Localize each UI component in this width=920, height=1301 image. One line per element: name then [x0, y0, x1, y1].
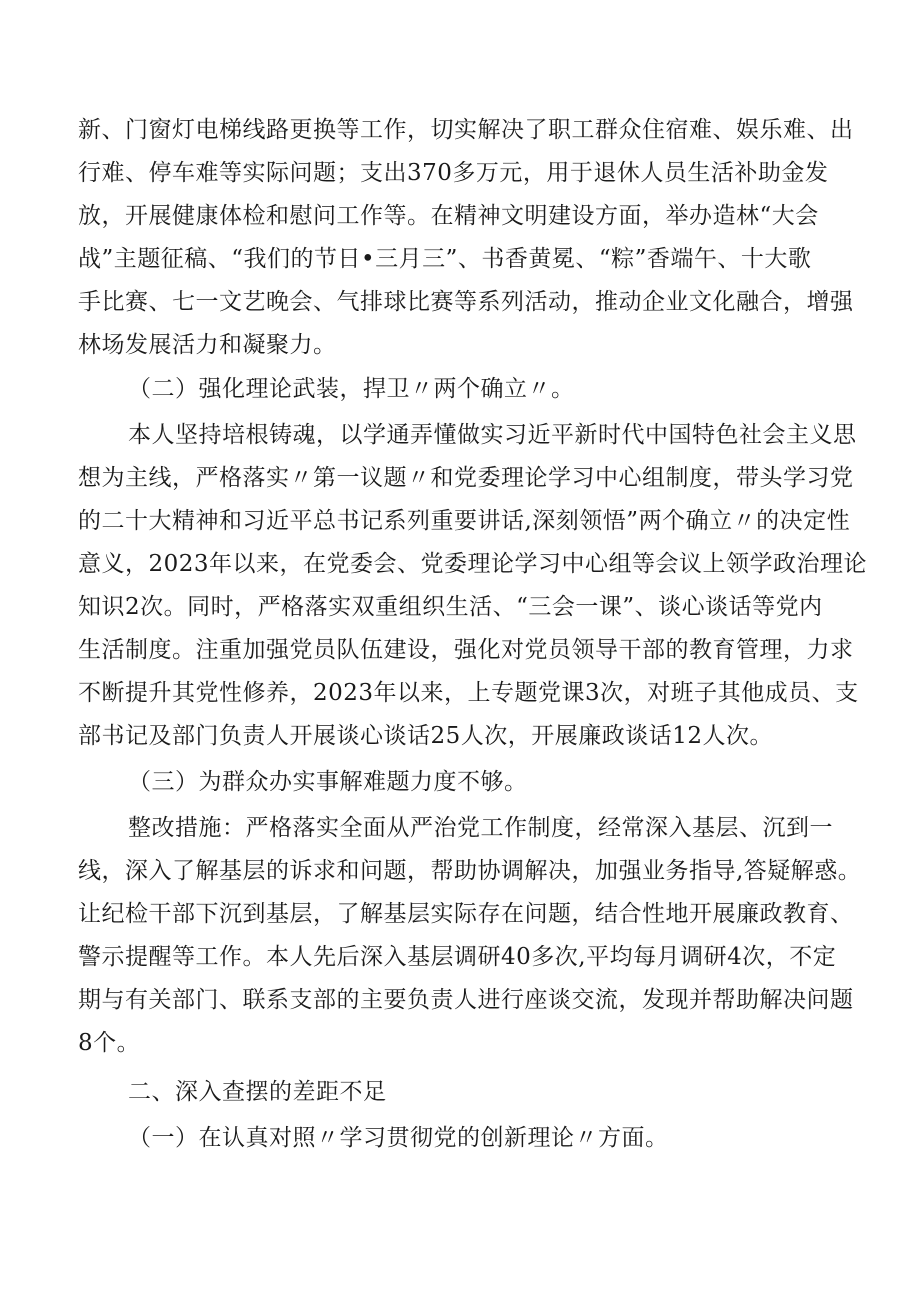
- paragraph-1-line-1: 新、门窗灯电梯线路更换等工作，切实解决了职工群众住宿难、娱乐难、出: [78, 117, 854, 143]
- paragraph-3-line-4: 警示提醒等工作。本人先后深入基层调研40多次,平均每月调研4次，不定: [78, 944, 837, 970]
- section-heading-2: （二）强化理论武装，捍卫〃两个确立〃。: [128, 376, 575, 402]
- paragraph-2-line-4: 意义，2023年以来，在党委会、党委理论学习中心组等会议上领学政治理论: [78, 551, 868, 577]
- paragraph-2-line-3: 的二十大精神和习近平总书记系列重要讲话,深刻领悟”两个确立〃的决定性: [78, 508, 851, 534]
- paragraph-2-line-5: 知识2次。同时，严格落实双重组织生活、“三会一课”、谈心谈话等党内: [78, 594, 823, 620]
- paragraph-3-line-5: 期与有关部门、联系支部的主要负责人进行座谈交流，发现并帮助解决问题: [78, 987, 854, 1013]
- paragraph-2-line-2: 想为主线，严格落实〃第一议题〃和党委理论学习中心组制度，带头学习党: [78, 465, 854, 491]
- paragraph-2-line-6: 生活制度。注重加强党员队伍建设，强化对党员领导干部的教育管理，力求: [78, 637, 854, 663]
- section-title-2: 二、深入查摆的差距不足: [128, 1079, 387, 1105]
- paragraph-1-line-6: 林场发展活力和凝聚力。: [78, 332, 337, 358]
- paragraph-3-line-6: 8个。: [78, 1030, 141, 1056]
- paragraph-1-line-2: 行难、停车难等实际问题；支出370多万元，用于退休人员生活补助金发: [78, 160, 829, 186]
- paragraph-3-line-1: 整改措施：严格落实全面从严治党工作制度，经常深入基层、沉到一: [128, 815, 833, 841]
- paragraph-2-line-8: 部书记及部门负责人开展谈心谈话25人次，开展廉政谈话12人次。: [78, 723, 774, 749]
- paragraph-2-line-7: 不断提升其党性修养，2023年以来，上专题党课3次，对班子其他成员、支: [78, 680, 859, 706]
- section-heading-1: （一）在认真对照〃学习贯彻党的创新理论〃方面。: [128, 1125, 669, 1151]
- paragraph-1-line-3: 放，开展健康体检和慰问工作等。在精神文明建设方面，举办造林“大会: [78, 203, 819, 229]
- section-heading-3: （三）为群众办实事解难题力度不够。: [128, 769, 528, 795]
- paragraph-3-line-3: 让纪检干部下沉到基层，了解基层实际存在问题，结合性地开展廉政教育、: [78, 901, 854, 927]
- paragraph-2-line-1: 本人坚持培根铸魂，以学通弄懂做实习近平新时代中国特色社会主义思: [128, 422, 857, 448]
- paragraph-3-line-2: 线，深入了解基层的诉求和问题，帮助协调解决，加强业务指导,答疑解惑。: [78, 858, 862, 884]
- paragraph-1-line-5: 手比赛、七一文艺晚会、气排球比赛等系列活动，推动企业文化融合，增强: [78, 289, 854, 315]
- paragraph-1-line-4: 战”主题征稿、“我们的节日•三月三”、书香黄冕、“粽”香端午、十大歌: [78, 246, 812, 272]
